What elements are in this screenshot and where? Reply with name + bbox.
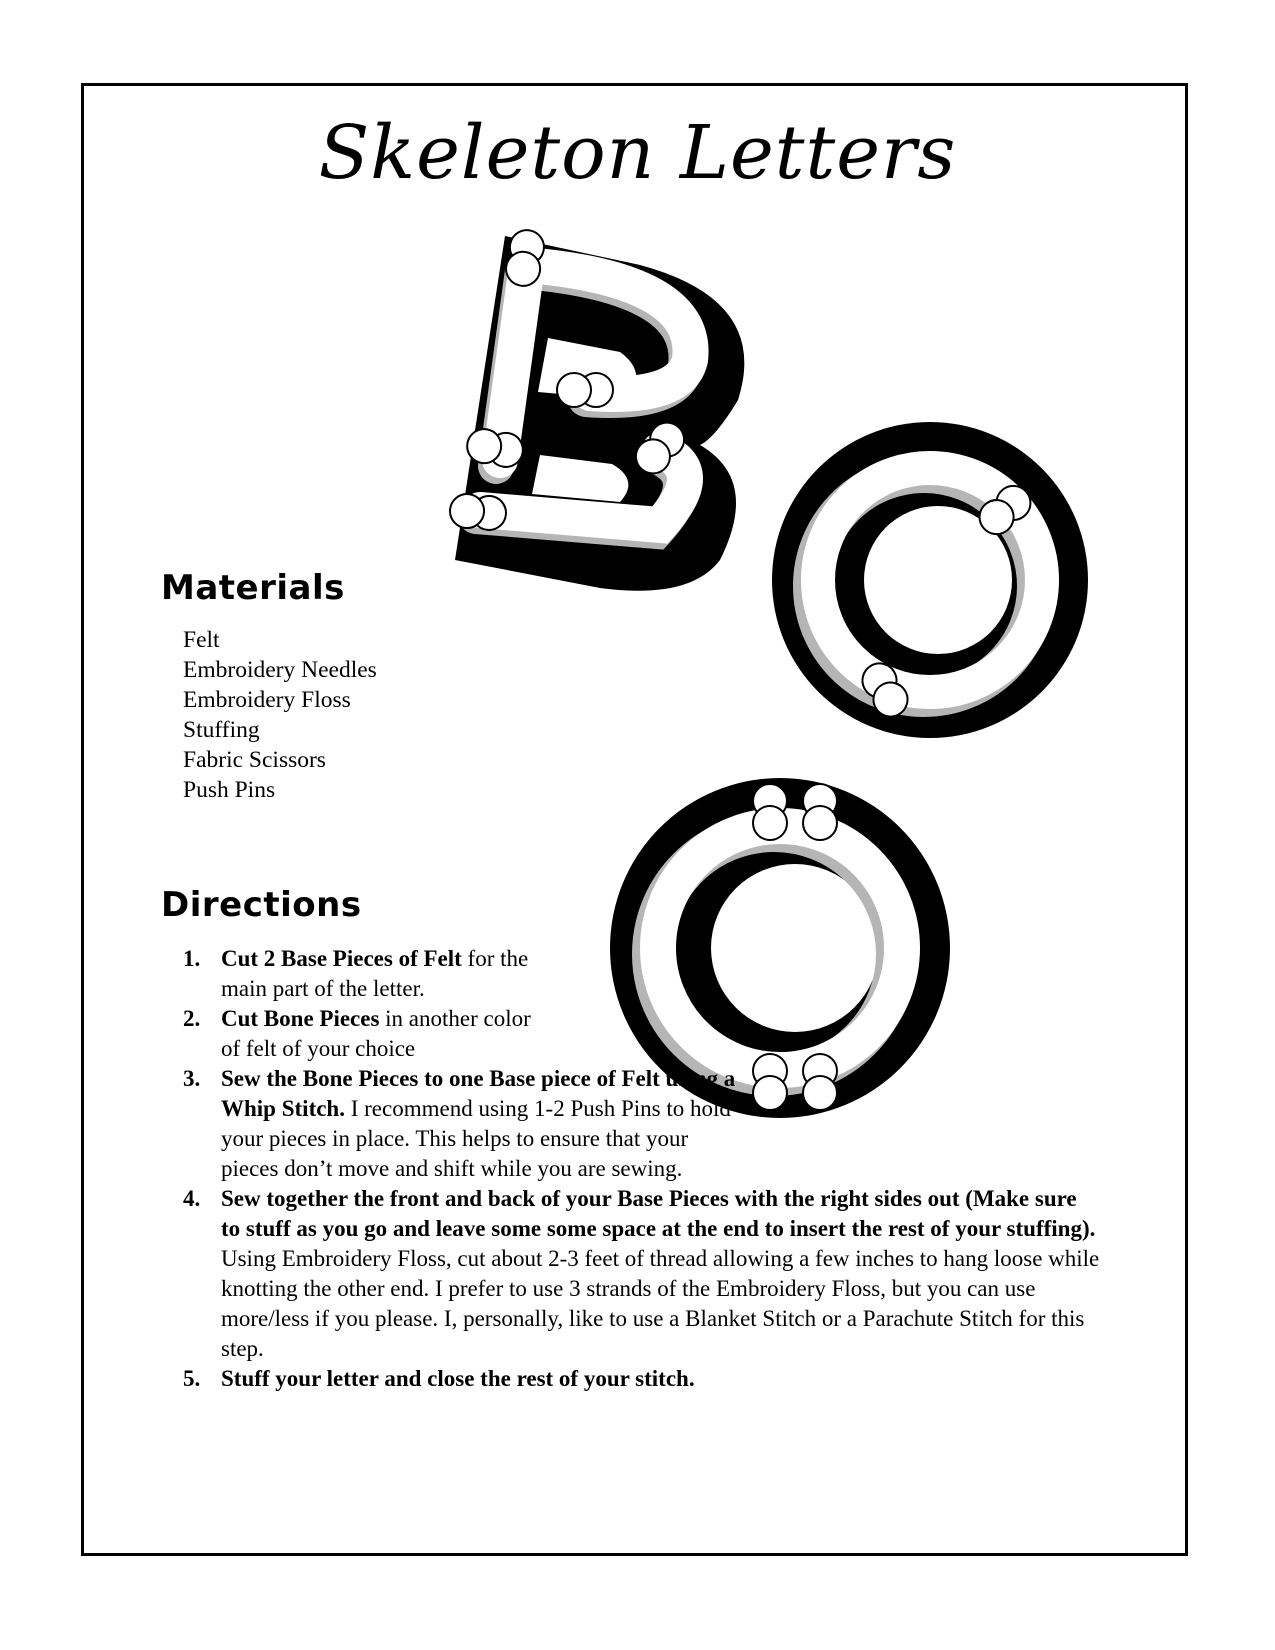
step-number: 5. bbox=[183, 1366, 201, 1391]
list-item: Embroidery Floss bbox=[183, 687, 351, 713]
step-bold-text: Cut 2 Base Pieces of Felt bbox=[221, 946, 462, 971]
materials-list bbox=[183, 625, 377, 805]
direction-step bbox=[183, 1064, 741, 1184]
step-text: I recommend using 1-2 Push Pins to hold your pieces in place. This helps to ensure that your pieces don’t move and shift while you are sewing. bbox=[221, 1096, 731, 1181]
letter-b bbox=[449, 227, 745, 590]
step-text: in another color of felt of your choice bbox=[221, 1006, 531, 1061]
step-number: 3. bbox=[183, 1066, 201, 1091]
materials-heading: Materials bbox=[161, 568, 345, 608]
direction-step bbox=[183, 1004, 541, 1064]
step-bold-text: Sew together the front and back of your Base Pieces with the right sides out (Make sure to stuff as you go and leave some some space at the end to insert the rest of your stuffing). bbox=[221, 1186, 1096, 1241]
step-text: for the main part of the letter. bbox=[221, 946, 529, 1001]
step-text: Using Embroidery Floss, cut about 2-3 feet of thread allowing a few inches to hang loose while knotting the other end. I prefer to use 3 strands of the Embroidery Floss, but you can use more/less if you please. I, personally, like to use a Blanket Stitch or a Parachute Stitch for this step. bbox=[221, 1246, 1100, 1361]
directions-list bbox=[183, 944, 1101, 1394]
directions-heading: Directions bbox=[161, 885, 362, 925]
list-item: Embroidery Needles bbox=[183, 657, 377, 683]
step-bold-text: Sew the Bone Pieces to one Base piece of Felt using a Whip Stitch. bbox=[221, 1066, 736, 1121]
letter-o-upper bbox=[772, 422, 1088, 738]
page-title: Skeleton Letters bbox=[318, 110, 957, 196]
step-bold-text: Stuff your letter and close the rest of your stitch. bbox=[221, 1366, 695, 1391]
step-number: 1. bbox=[183, 946, 201, 971]
direction-step bbox=[183, 944, 541, 1004]
list-item: Felt bbox=[183, 627, 220, 653]
direction-step bbox=[183, 1364, 1101, 1394]
step-number: 4. bbox=[183, 1186, 201, 1211]
list-item: Push Pins bbox=[183, 777, 276, 803]
list-item: Fabric Scissors bbox=[183, 747, 326, 773]
step-bold-text: Cut Bone Pieces bbox=[221, 1006, 380, 1031]
step-number: 2. bbox=[183, 1006, 201, 1031]
list-item: Stuffing bbox=[183, 717, 260, 743]
direction-step bbox=[183, 1184, 1101, 1364]
